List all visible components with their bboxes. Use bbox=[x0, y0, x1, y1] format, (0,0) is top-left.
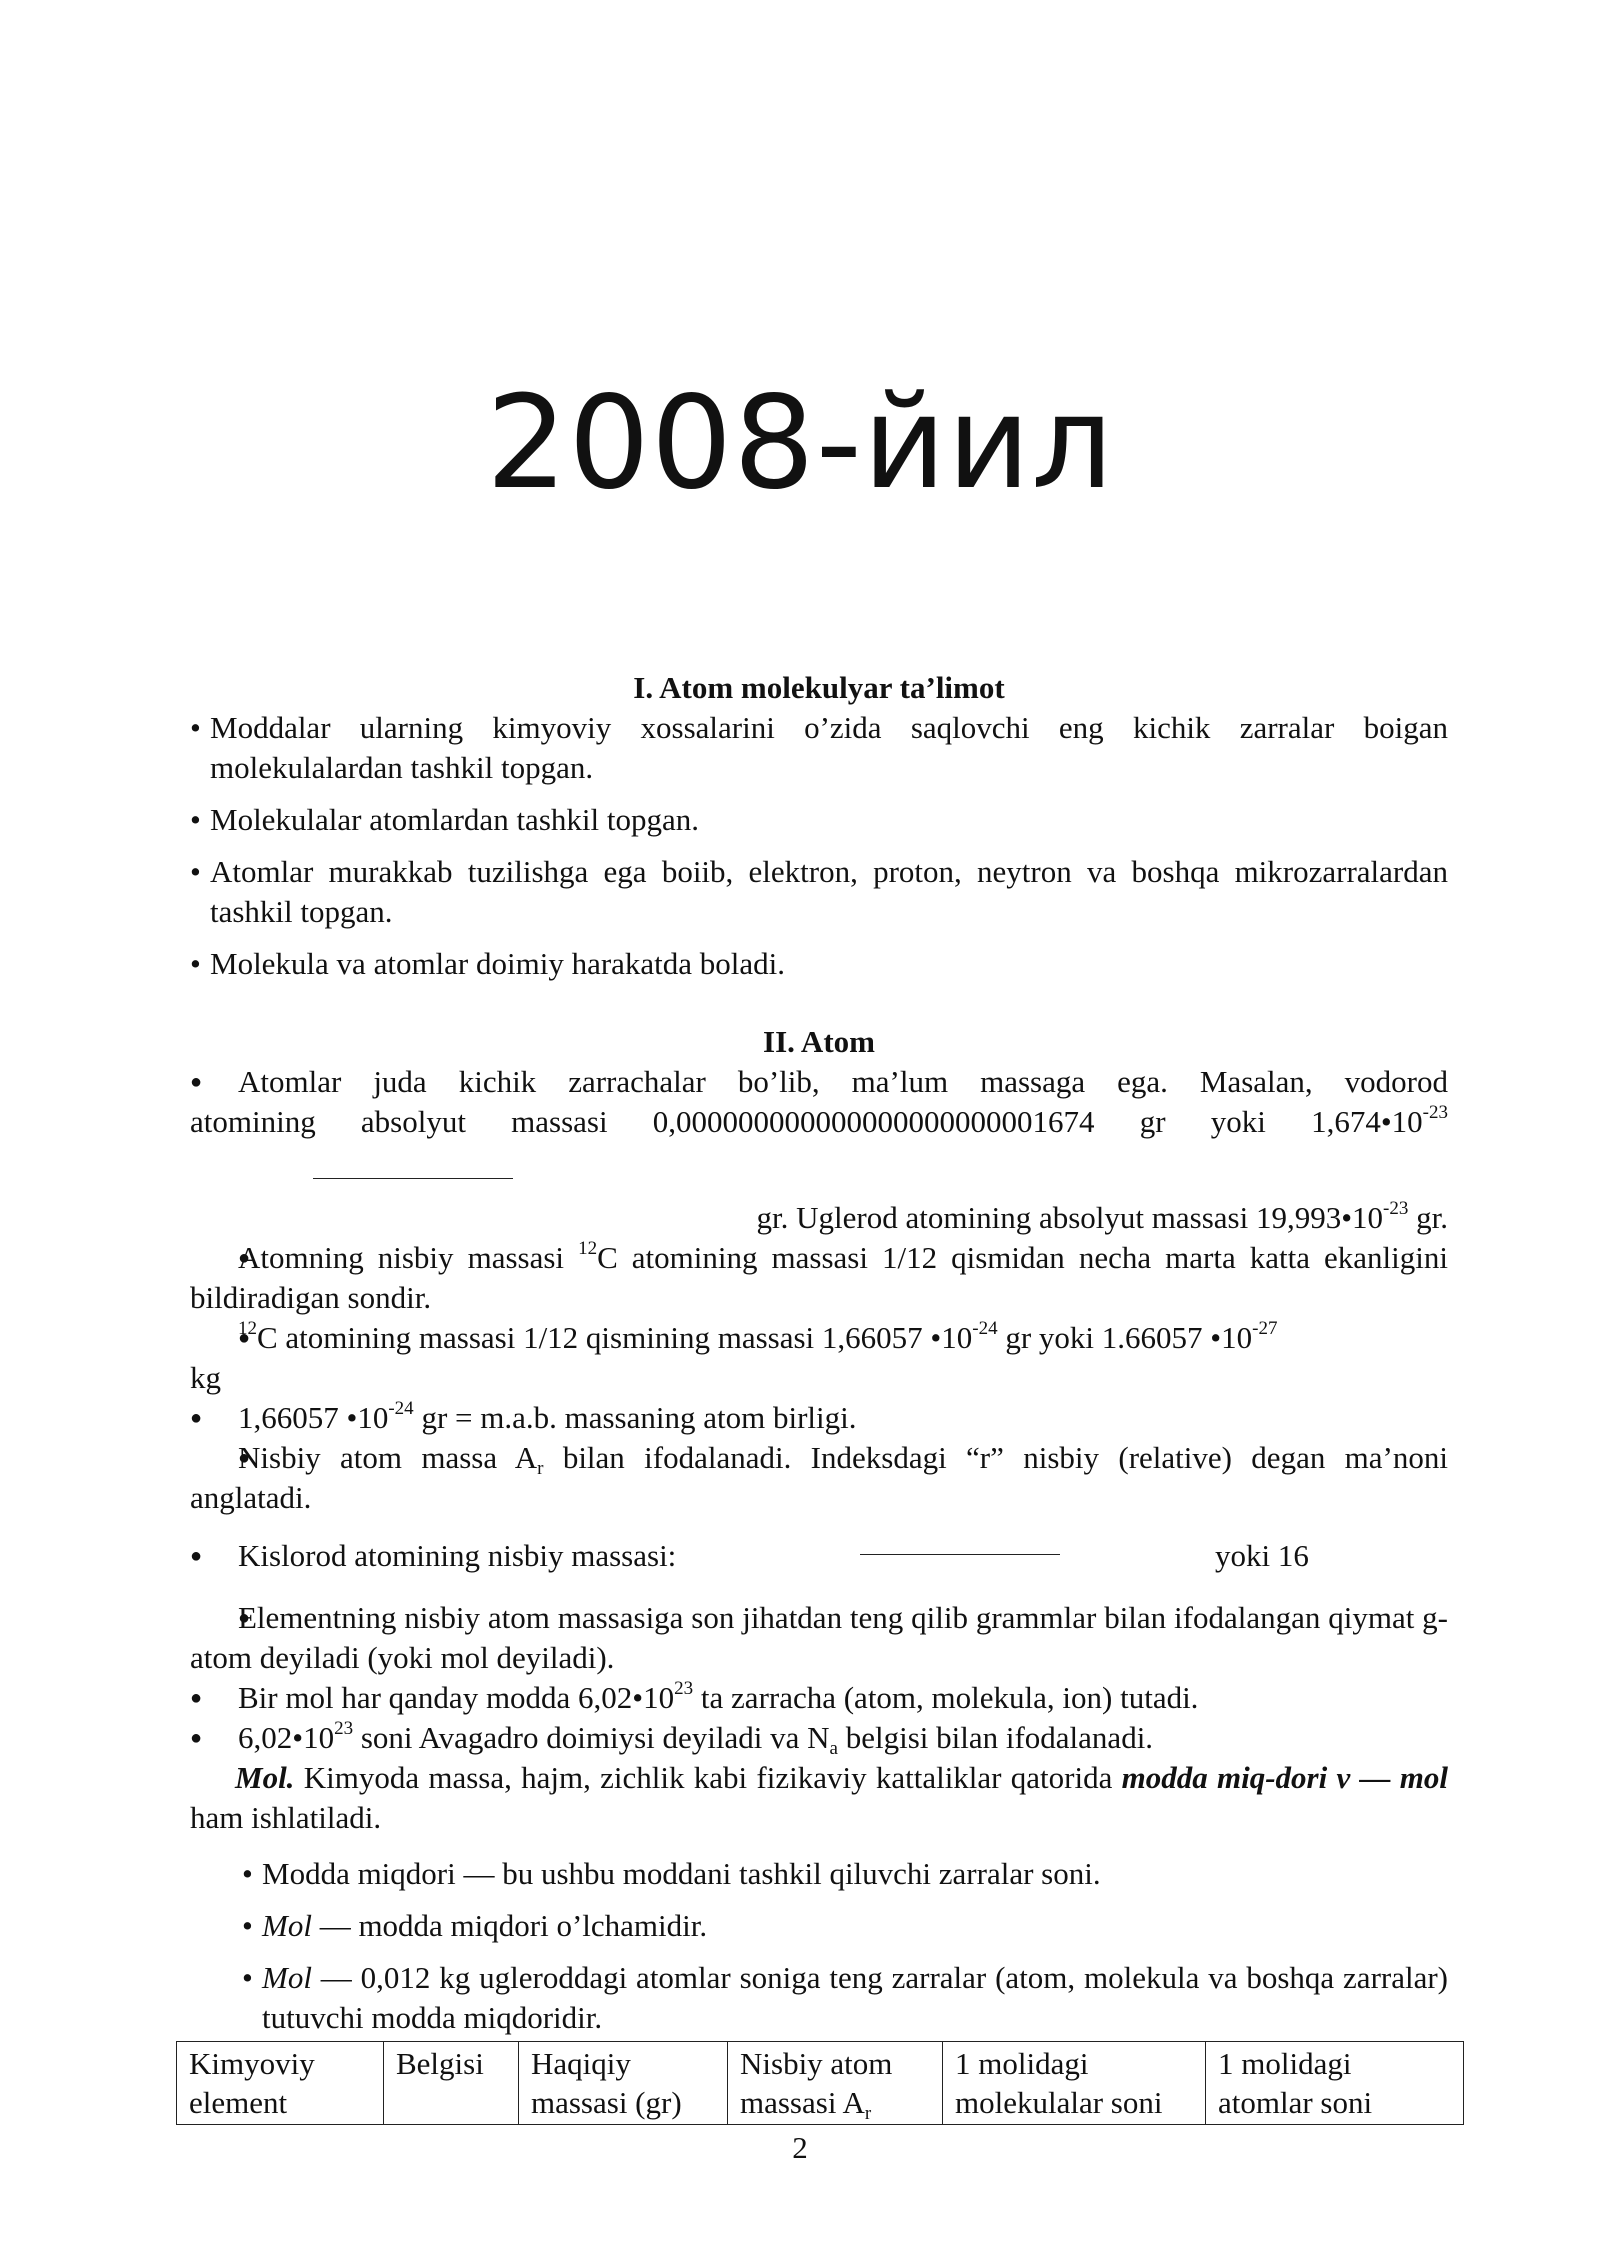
table-header-cell: Belgisi bbox=[384, 2042, 519, 2125]
mol-term: Mol bbox=[262, 1908, 312, 1943]
section-heading-2: II. Atom bbox=[763, 1024, 875, 1059]
atom-p4-text-b: gr = m.a.b. massaning atom birligi. bbox=[413, 1400, 857, 1435]
bullet-item bbox=[242, 1906, 1448, 1946]
atom-p1-line2 bbox=[190, 1102, 1448, 1142]
atom-p2-text-b: C atomining massasi 1/12 qismidan necha marta katta ekanligini bildiradigan sondir. bbox=[190, 1240, 1448, 1315]
atom-p8-text-a: Bir mol har qanday modda 6,02•10 bbox=[238, 1680, 675, 1715]
atom-p1-line3-end: gr. bbox=[1408, 1200, 1448, 1235]
subscript: a bbox=[829, 1738, 838, 1759]
mol-text-a: Kimyoda massa, hajm, zichlik kabi fizikaviy kattaliklar qatorida bbox=[294, 1760, 1122, 1795]
bullet-item: • Molekula va atomlar doimiy harakatda boladi. bbox=[190, 944, 1448, 984]
atom-p5-text-b: bilan ifodalanadi. Indeksdagi “r” nisbiy (relative) degan ma’noni anglatadi. bbox=[190, 1440, 1448, 1515]
section-heading-1: I. Atom molekulyar ta’limot bbox=[633, 670, 1005, 705]
atom-p2-text-a: Atomning nisbiy massasi bbox=[238, 1240, 579, 1275]
exponent: 23 bbox=[674, 1678, 694, 1699]
atom-paragraph-6 bbox=[190, 1536, 1448, 1582]
atom-paragraph-7: ● Elementning nisbiy atom massasiga son jihatdan teng qilib grammlar bilan ifodalangan qiymat g-atom deyiladi (yoki mol deyiladi). bbox=[190, 1598, 1448, 1678]
exponent: 12 bbox=[238, 1318, 257, 1339]
elements-table bbox=[176, 2041, 1464, 2125]
bullet-item: • Atomlar murakkab tuzilishga ega boiib, elektron, proton, neytron va boshqa mikrozarralardan tashkil topgan. bbox=[190, 852, 1448, 932]
blank-line bbox=[860, 1554, 1060, 1555]
exponent: 23 bbox=[334, 1718, 354, 1739]
mol-bold-term: modda miq-dori v — mol bbox=[1121, 1760, 1449, 1795]
atom-p3-text-a: C atomining massasi 1/12 qismining massasi 1,66057 •10 bbox=[257, 1320, 973, 1355]
exponent: -23 bbox=[1422, 1102, 1448, 1123]
atom-paragraph-1 bbox=[190, 1062, 1448, 1238]
mol-definition bbox=[190, 1758, 1448, 1838]
mol-term: Mol bbox=[262, 1960, 312, 1995]
atom-p3-text-b: gr yoki 1.66057 •10 bbox=[997, 1320, 1253, 1355]
table-header-cell: 1 molidagi atomlar soni bbox=[1206, 2042, 1464, 2125]
atom-p1-line1: ● Atomlar juda kichik zarrachalar bo’lib, ma’lum massaga ega. Masalan, vodorod bbox=[238, 1064, 1448, 1099]
exponent: -27 bbox=[1252, 1318, 1278, 1339]
table-header-text: Nisbiy atom massasi A bbox=[740, 2046, 893, 2120]
atom-paragraph-5 bbox=[190, 1438, 1448, 1518]
atom-p1-line3 bbox=[190, 1198, 1448, 1238]
mol-label: Mol. bbox=[235, 1760, 295, 1795]
bullet-item: • Moddalar ularning kimyoviy xossalarini o’zida saqlovchi eng kichik zarralar boigan molekulalardan tashkil topgan. bbox=[190, 708, 1448, 788]
document-body bbox=[190, 668, 1448, 2050]
exponent: -23 bbox=[1383, 1198, 1409, 1219]
atom-p5-text-a: Nisbiy atom massa A bbox=[238, 1440, 538, 1475]
exponent: 12 bbox=[578, 1238, 598, 1259]
bullet-item: • Modda miqdori — bu ushbu moddani tashkil qiluvchi zarralar soni. bbox=[242, 1854, 1448, 1894]
table-header-row bbox=[177, 2042, 1464, 2125]
subscript: r bbox=[864, 2103, 872, 2124]
atom-paragraph-8 bbox=[190, 1678, 1448, 1718]
mol-text-b: ham ishlatiladi. bbox=[190, 1800, 382, 1835]
atom-p3-text-c: kg bbox=[190, 1360, 221, 1395]
atom-paragraph-2 bbox=[190, 1238, 1448, 1318]
subscript: r bbox=[537, 1458, 544, 1479]
atom-p6-text-b: yoki 16 bbox=[1215, 1538, 1309, 1573]
table-header-cell bbox=[728, 2042, 943, 2125]
table-header-cell: Kimyoviy element bbox=[177, 2042, 384, 2125]
mol-bullet-list bbox=[242, 1854, 1448, 2038]
atom-paragraph-3 bbox=[190, 1318, 1448, 1398]
atom-p6-text-a: Kislorod atomining nisbiy massasi: bbox=[238, 1538, 677, 1573]
bullet-item: • Molekulalar atomlardan tashkil topgan. bbox=[190, 800, 1448, 840]
page-title: 2008-йил bbox=[485, 369, 1115, 518]
exponent: -24 bbox=[972, 1318, 998, 1339]
atom-p9-text-a: 6,02•10 bbox=[238, 1720, 335, 1755]
table-header-cell: Haqiqiy massasi (gr) bbox=[519, 2042, 728, 2125]
table-header-cell: 1 molidagi molekulalar soni bbox=[943, 2042, 1206, 2125]
atom-p1-line2-text: atomining absolyut massasi 0,000000000000000000000001674 gr yoki 1,674•10 bbox=[190, 1104, 1423, 1139]
atom-p4-text-a: 1,66057 •10 bbox=[238, 1400, 389, 1435]
bullet-text: — modda miqdori o’lchamidir. bbox=[311, 1908, 708, 1943]
atom-p8-text-b: ta zarracha (atom, molekula, ion) tutadi. bbox=[693, 1680, 1199, 1715]
bullet-text: — 0,012 kg ugleroddagi atomlar soniga teng zarralar (atom, molekula va boshqa zarralar) tutuvchi modda miqdoridir. bbox=[262, 1960, 1448, 2035]
bullet-item bbox=[242, 1958, 1448, 2038]
atom-p9-text-b: soni Avagadro doimiysi deyiladi va N bbox=[353, 1720, 830, 1755]
page-number: 2 bbox=[792, 2130, 808, 2165]
exponent: -24 bbox=[388, 1398, 414, 1419]
atom-p9-text-c: belgisi bilan ifodalanadi. bbox=[837, 1720, 1154, 1755]
atom-p1-line3-text: gr. Uglerod atomining absolyut massasi 19,993•10 bbox=[756, 1200, 1384, 1235]
atom-paragraph-9 bbox=[190, 1718, 1448, 1758]
blank-line bbox=[313, 1178, 513, 1179]
atom-paragraph-4 bbox=[190, 1398, 1448, 1438]
